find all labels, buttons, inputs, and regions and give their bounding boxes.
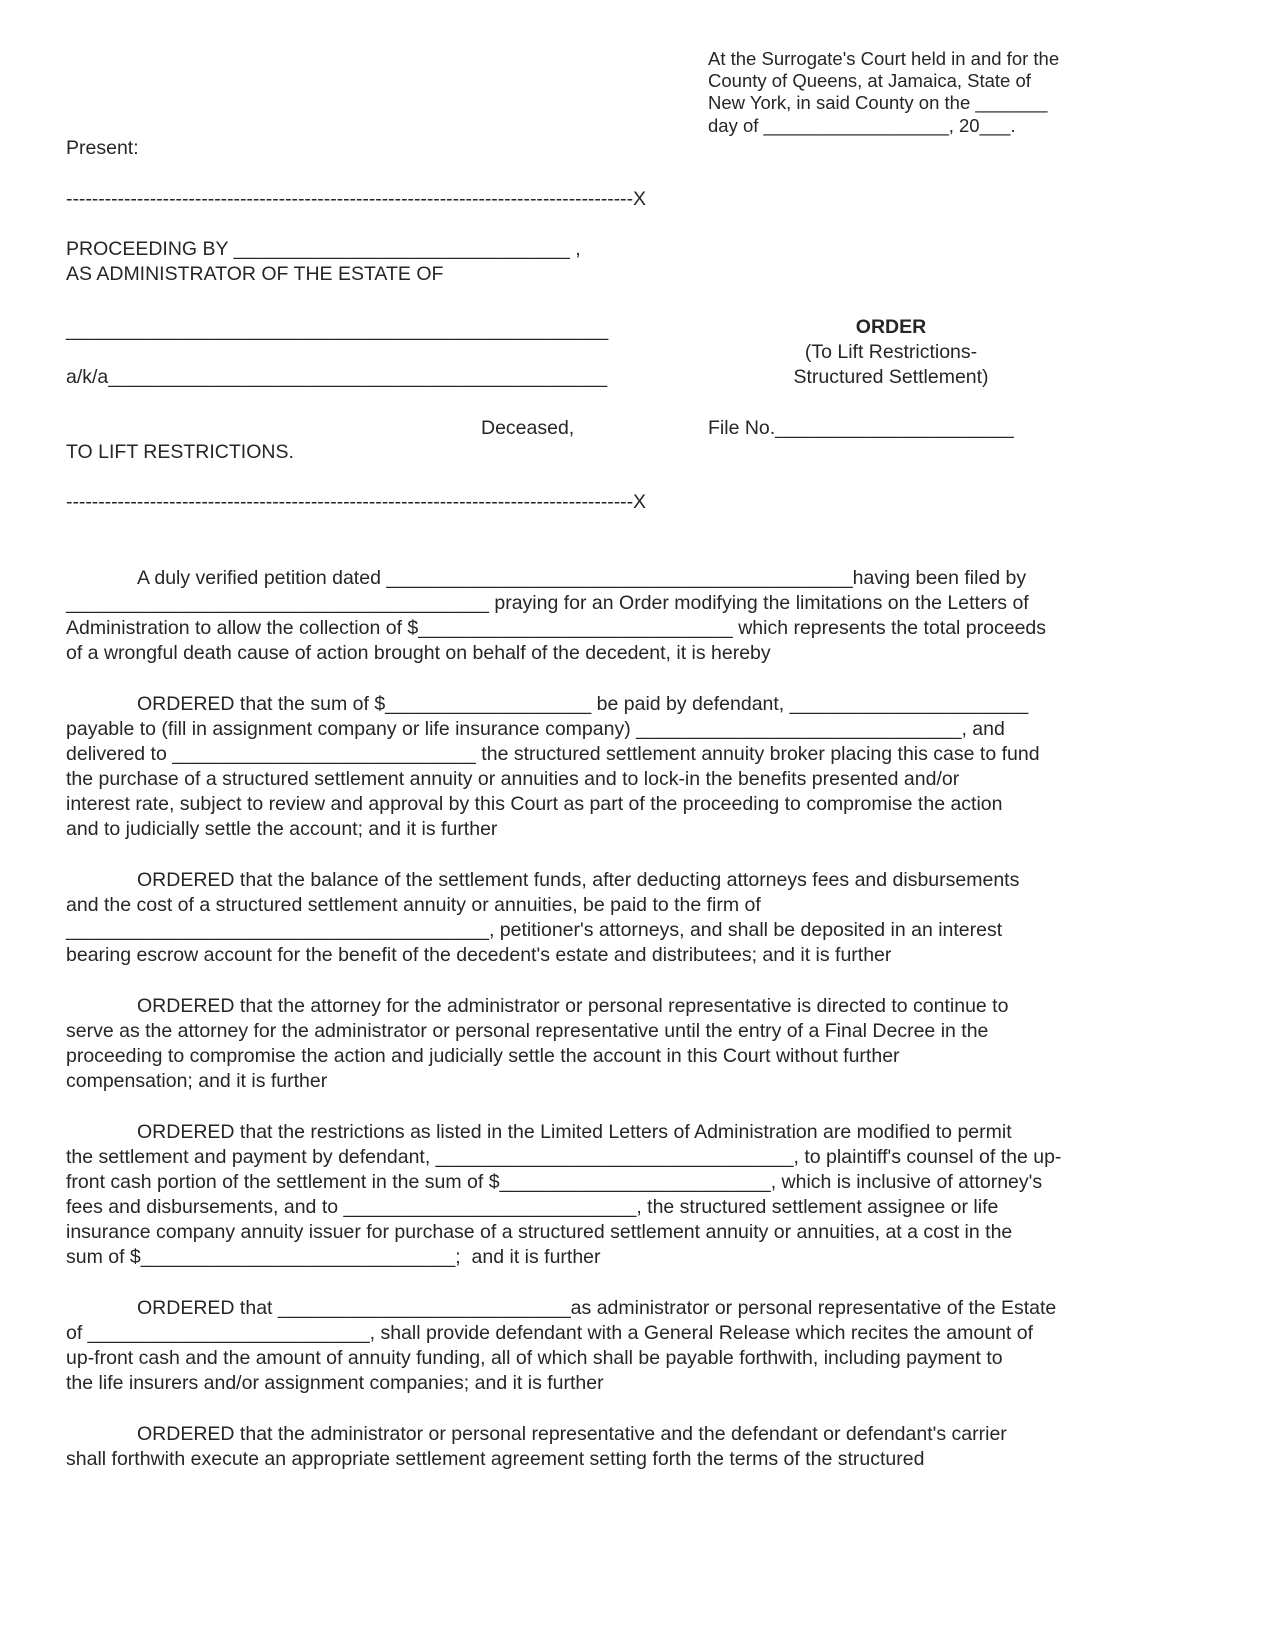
paragraph-first-line: ORDERED that the balance of the settlement funds, after deducting attorneys fees and disbursements (137, 869, 1020, 891)
paragraph-line: the settlement and payment by defendant, _________________________________, to plaintiff's counsel of the up- (66, 1146, 1062, 1168)
paragraph-line: _______________________________________ praying for an Order modifying the limitations on the Letters of (66, 592, 1029, 614)
estate-name-blank: __________________________________________________ (66, 319, 609, 341)
paragraph-line: and the cost of a structured settlement annuity or annuities, be paid to the firm of (66, 894, 761, 916)
paragraph-line: bearing escrow account for the benefit of the decedent's estate and distributees; and it is further (66, 944, 892, 966)
paragraph-line: and to judicially settle the account; and it is further (66, 818, 498, 840)
paragraph-line: shall forthwith execute an appropriate settlement agreement setting forth the terms of the structured (66, 1448, 925, 1470)
document-title: ORDER (855, 316, 927, 338)
paragraph-first-line: ORDERED that the sum of $___________________ be paid by defendant, ______________________ (137, 693, 1029, 715)
deceased-label: Deceased, (481, 417, 575, 439)
as-administrator-line: AS ADMINISTRATOR OF THE ESTATE OF (66, 263, 444, 285)
paragraph-line: fees and disbursements, and to ___________________________, the structured settlement assignee or life (66, 1196, 999, 1218)
document-subtitle: Structured Settlement) (793, 366, 989, 388)
paragraph-first-line: ORDERED that the administrator or personal representative and the defendant or defendant's carrier (137, 1423, 1007, 1445)
paragraph-line: proceeding to compromise the action and judicially settle the account in this Court without further (66, 1045, 900, 1067)
paragraph-line: payable to (fill in assignment company or life insurance company) ______________________________, and (66, 718, 1005, 740)
caption-divider-top: ----------------------------------------------------------------------------------------X (66, 188, 646, 210)
paragraph-first-line: ORDERED that ___________________________as administrator or personal representative of the Estate (137, 1297, 1057, 1319)
paragraph-line: compensation; and it is further (66, 1070, 328, 1092)
aka-line: a/k/a______________________________________________ (66, 366, 608, 388)
paragraph-line: insurance company annuity issuer for purchase of a structured settlement annuity or annuities, at a cost in the (66, 1221, 1013, 1243)
paragraph-line: the purchase of a structured settlement annuity or annuities and to lock-in the benefits presented and/or (66, 768, 960, 790)
court-line: day of __________________, 20___. (708, 115, 1016, 136)
court-line: New York, in said County on the _______ (708, 92, 1048, 113)
paragraph-line: Administration to allow the collection of $_____________________________ which represents the total proceeds (66, 617, 1047, 639)
paragraph-first-line: A duly verified petition dated ___________________________________________having been filed by (137, 567, 1027, 589)
court-line: County of Queens, at Jamaica, State of (708, 70, 1031, 91)
paragraph-line: of a wrongful death cause of action brought on behalf of the decedent, it is hereby (66, 642, 771, 664)
document-subtitle: (To Lift Restrictions- (804, 341, 978, 363)
paragraph-line: serve as the attorney for the administrator or personal representative until the entry of a Final Decree in the (66, 1020, 989, 1042)
paragraph-line: up-front cash and the amount of annuity funding, all of which shall be payable forthwith, including payment to (66, 1347, 1003, 1369)
paragraph-line: delivered to ____________________________ the structured settlement annuity broker placing this case to fund (66, 743, 1040, 765)
proceeding-by-line: PROCEEDING BY _______________________________ , (66, 238, 581, 260)
caption-divider-bottom: ----------------------------------------------------------------------------------------X (66, 491, 646, 513)
paragraph-line: interest rate, subject to review and approval by this Court as part of the proceeding to compromise the action (66, 793, 1003, 815)
paragraph-line: sum of $_____________________________; and it is further (66, 1246, 601, 1268)
court-line: At the Surrogate's Court held in and for the (708, 48, 1060, 69)
paragraph-line: front cash portion of the settlement in the sum of $_________________________, which is inclusive of attorney's (66, 1171, 1043, 1193)
paragraph-line: of __________________________, shall provide defendant with a General Release which recites the amount of (66, 1322, 1034, 1344)
paragraph-first-line: ORDERED that the restrictions as listed in the Limited Letters of Administration are modified to permit (137, 1121, 1012, 1143)
paragraph-first-line: ORDERED that the attorney for the administrator or personal representative is directed to continue to (137, 995, 1009, 1017)
to-lift-restrictions: TO LIFT RESTRICTIONS. (66, 441, 294, 463)
paragraph-line: the life insurers and/or assignment companies; and it is further (66, 1372, 604, 1394)
paragraph-line: _______________________________________, petitioner's attorneys, and shall be deposited in an interest (66, 919, 1003, 941)
present-label: Present: (66, 137, 139, 159)
file-number-line: File No.______________________ (708, 417, 1014, 439)
